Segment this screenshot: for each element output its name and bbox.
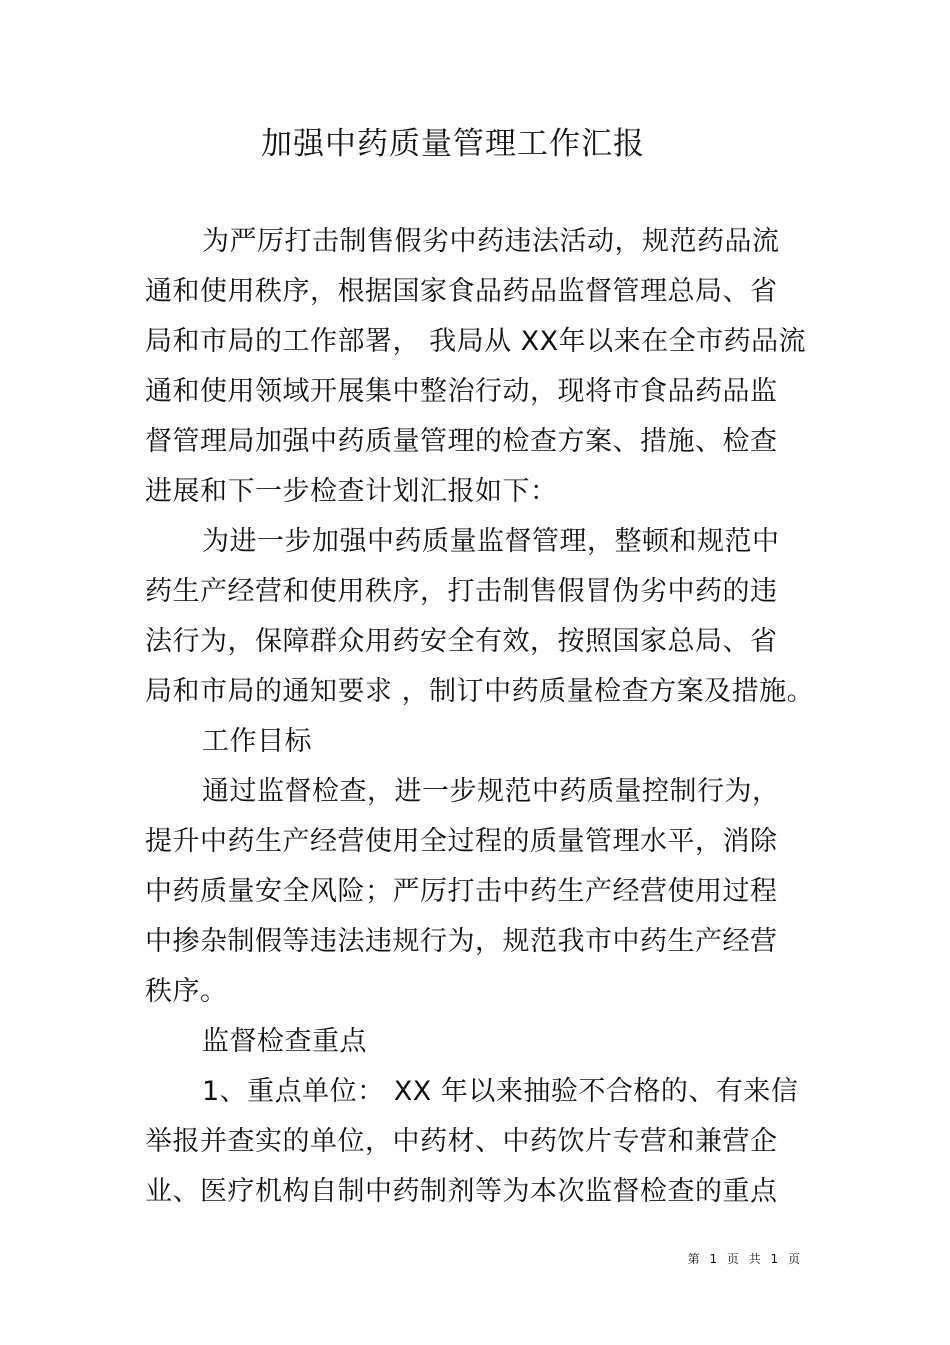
body-line: 为进一步加强中药质量监督管理，整顿和规范中	[202, 526, 780, 557]
body-line: 通过监督检查，进一步规范中药质量控制行为，	[202, 776, 780, 807]
body-line: 药生产经营和使用秩序，打击制售假冒伪劣中药的违	[145, 576, 778, 607]
body-line: 通和使用秩序，根据国家食品药品监督管理总局、省	[145, 276, 778, 307]
body-line: 中掺杂制假等违法违规行为，规范我市中药生产经营	[145, 926, 778, 957]
section-heading: 工作目标	[202, 726, 312, 757]
body-line: 1、重点单位： XX 年以来抽验不合格的、有来信	[202, 1076, 799, 1107]
body-line: 局和市局的工作部署， 我局从 XX年以来在全市药品流	[145, 326, 807, 357]
body-line: 举报并查实的单位，中药材、中药饮片专营和兼营企	[145, 1126, 778, 1157]
document-title: 加强中药质量管理工作汇报	[261, 126, 645, 162]
body-line: 中药质量安全风险；严厉打击中药生产经营使用过程	[145, 876, 778, 907]
body-line: 秩序。	[145, 976, 228, 1007]
body-line: 进展和下一步检查计划汇报如下：	[145, 476, 558, 507]
page-footer: 第 1 页 共 1 页	[687, 1252, 803, 1266]
body-line: 提升中药生产经营使用全过程的质量管理水平，消除	[145, 826, 778, 857]
body-line: 法行为，保障群众用药安全有效，按照国家总局、省	[145, 626, 778, 657]
section-heading: 监督检查重点	[202, 1026, 367, 1057]
body-line: 为严厉打击制售假劣中药违法活动，规范药品流	[202, 226, 780, 257]
body-line: 业、医疗机构自制中药制剂等为本次监督检查的重点	[145, 1176, 778, 1207]
body-line: 督管理局加强中药质量管理的检查方案、措施、检查	[145, 426, 778, 457]
body-line: 通和使用领域开展集中整治行动，现将市食品药品监	[145, 376, 778, 407]
body-line: 局和市局的通知要求 ，制订中药质量检查方案及措施。	[145, 676, 815, 707]
